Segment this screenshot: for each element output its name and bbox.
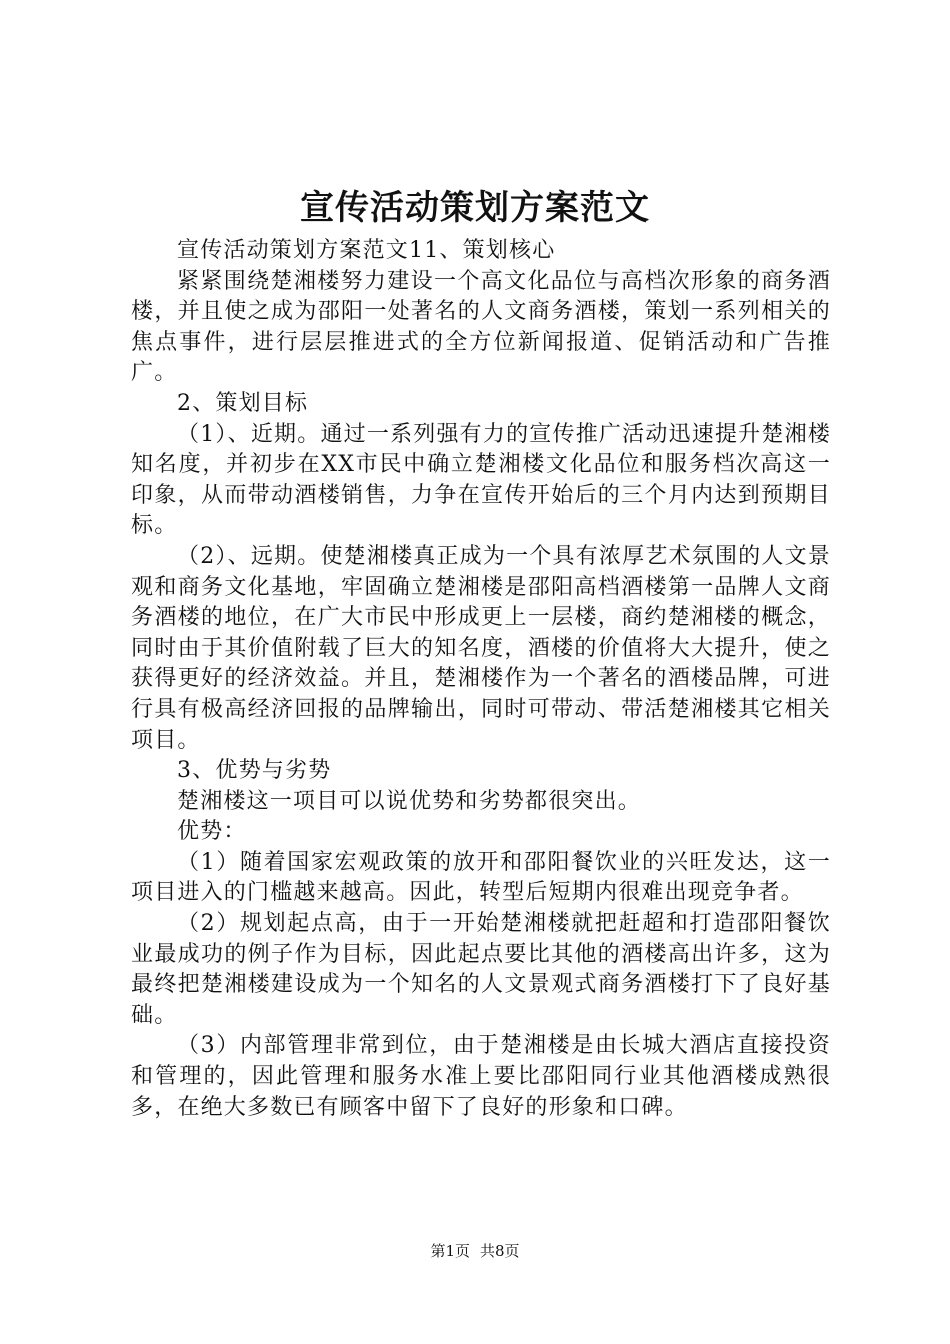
paragraph-strength-2: （2）规划起点高，由于一开始楚湘楼就把赶超和打造邵阳餐饮业最成功的例子作为目标，因此起点要比其他的酒楼高出许多，这为最终把楚湘楼建设成为一个知名的人文景观式商务酒楼打下了良好基础。 <box>131 911 831 1028</box>
page-number-current: 第1页 <box>430 1242 470 1260</box>
paragraph-short-term: （1）、近期。通过一系列强有力的宣传推广活动迅速提升楚湘楼知名度，并初步在XX市民中确立楚湘楼文化品位和服务档次高这一印象，从而带动酒楼销售，力争在宣传开始后的三个月内达到预期目标。 <box>131 421 831 539</box>
heading-strengths: 优势： <box>177 819 247 845</box>
paragraph-strength-1: （1）随着国家宏观政策的放开和邵阳餐饮业的兴旺发达，这一项目进入的门槛越来越高。因此，转型后短期内很难出现竞争者。 <box>131 849 831 906</box>
paragraph-strength-3: （3）内部管理非常到位，由于楚湘楼是由长城大酒店直接投资和管理的，因此管理和服务水准上要比邵阳同行业其他酒楼成熟很多，在绝大多数已有顾客中留下了良好的形象和口碑。 <box>131 1033 831 1120</box>
paragraph-intro: 宣传活动策划方案范文11、策划核心 <box>177 238 556 263</box>
document-title: 宣传活动策划方案范文 <box>300 188 650 228</box>
heading-goals: 2、策划目标 <box>177 390 309 416</box>
page-footer <box>0 1240 950 1262</box>
heading-strengths-weaknesses: 3、优势与劣势 <box>177 758 332 784</box>
paragraph-long-term: （2）、远期。使楚湘楼真正成为一个具有浓厚艺术氛围的人文景观和商务文化基地，牢固确立楚湘楼是邵阳高档酒楼第一品牌人文商务酒楼的地位，在广大市民中形成更上一层楼，商约楚湘楼的概念，同时由于其价值附载了巨大的知名度，酒楼的价值将大大提升，使之获得更好的经济效益。并且，楚湘楼作为一个著名的酒楼品牌，可进行具有极高经济回报的品牌输出，同时可带动、带活楚湘楼其它相关项目。 <box>131 543 831 753</box>
paragraph-summary: 楚湘楼这一项目可以说优势和劣势都很突出。 <box>177 788 642 814</box>
document-body <box>131 236 831 1123</box>
paragraph-core: 紧紧围绕楚湘楼努力建设一个高文化品位与高档次形象的商务酒楼，并且使之成为邵阳一处著名的人文商务酒楼，策划一系列相关的焦点事件，进行层层推进式的全方位新闻报道、促销活动和广告推广。 <box>131 268 831 386</box>
page-number-total: 共8页 <box>480 1242 520 1260</box>
